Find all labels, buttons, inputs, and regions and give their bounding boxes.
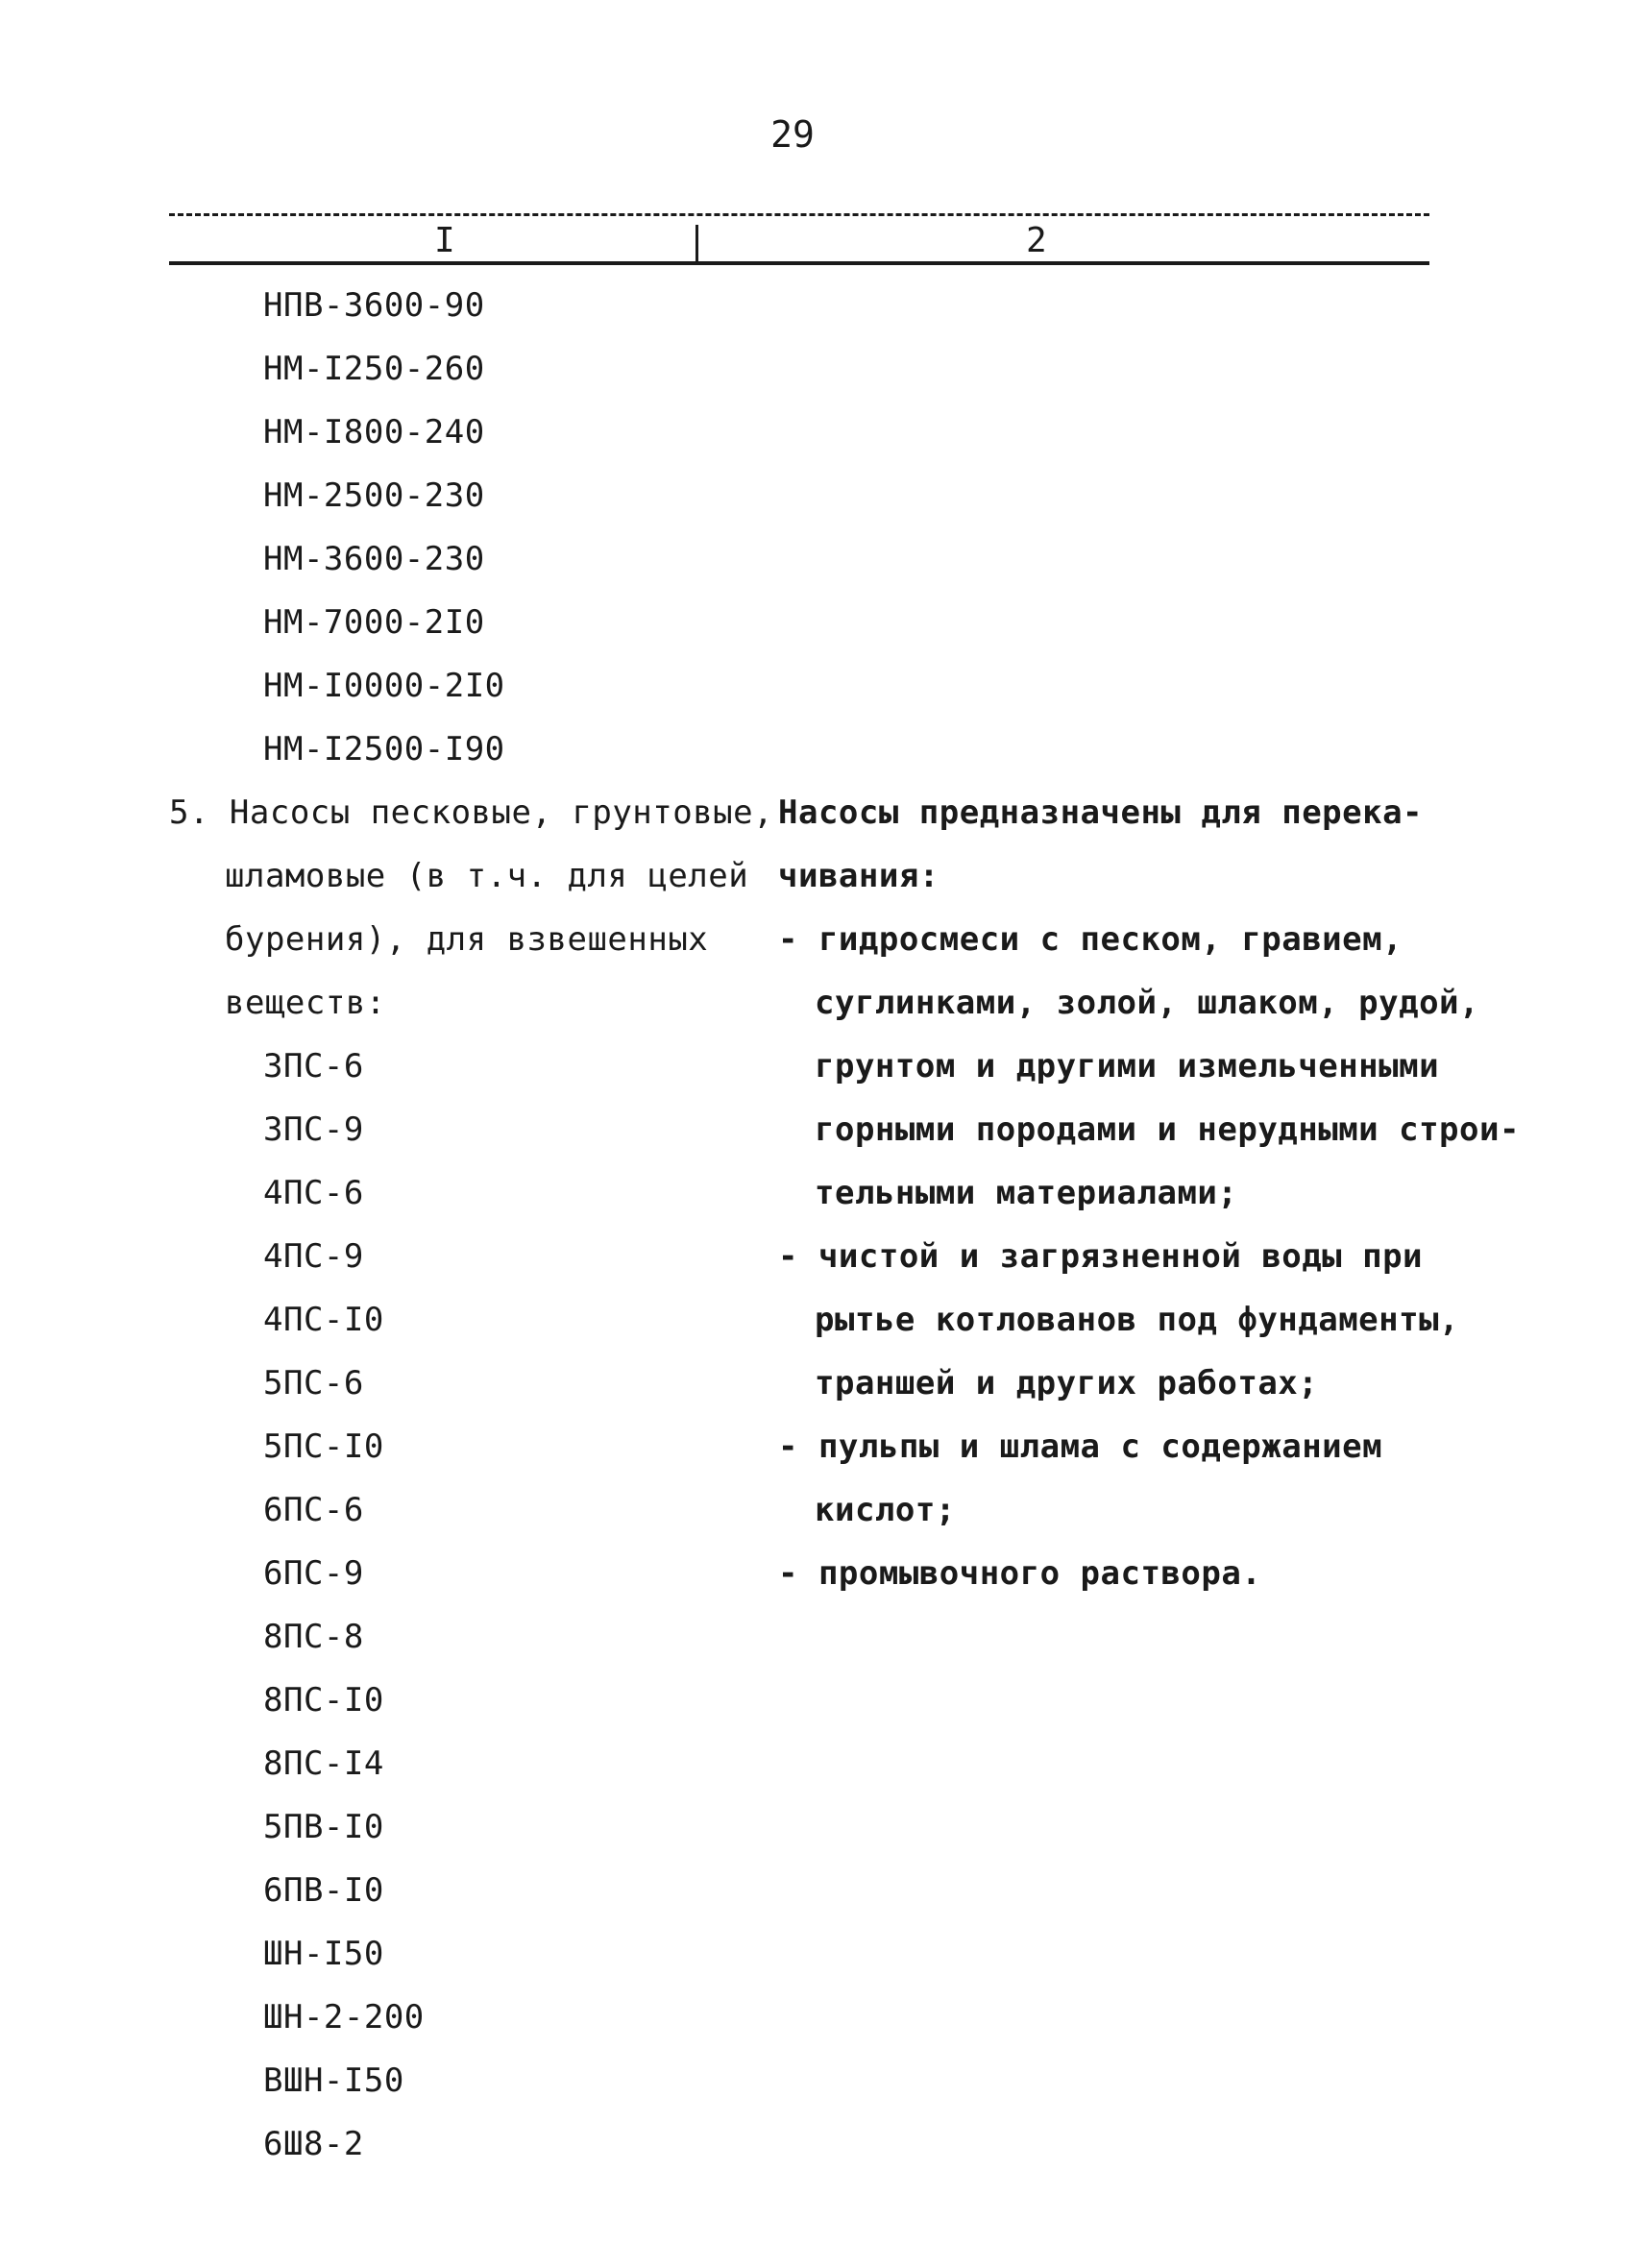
model-line: НПВ-3600-90 bbox=[263, 286, 485, 325]
description-line: Насосы предназначены для перека- bbox=[778, 793, 1424, 832]
pump-model: 5ПВ-I0 bbox=[263, 1808, 384, 1846]
pump-model: ШН-2-200 bbox=[263, 1998, 425, 2036]
description-line: - промывочного раствора. bbox=[778, 1554, 1262, 1593]
description-line: - чистой и загрязненной воды при bbox=[778, 1237, 1424, 1276]
model-line: НМ-I250-260 bbox=[263, 350, 485, 388]
page-number: 29 bbox=[770, 113, 815, 156]
model-line: НМ-I0000-2I0 bbox=[263, 667, 505, 705]
pump-model: 8ПС-8 bbox=[263, 1618, 364, 1656]
pump-model: 4ПС-6 bbox=[263, 1174, 364, 1212]
pump-model: 4ПС-9 bbox=[263, 1237, 364, 1276]
description-line: - пульпы и шлама с содержанием bbox=[778, 1427, 1383, 1466]
pump-model: 3ПС-9 bbox=[263, 1110, 364, 1149]
pump-model: 5ПС-6 bbox=[263, 1364, 364, 1402]
column-header-1: I bbox=[434, 221, 455, 260]
table-top-rule bbox=[169, 213, 1429, 216]
column-header-2: 2 bbox=[1026, 221, 1047, 260]
pump-model: 6Ш8-2 bbox=[263, 2125, 364, 2163]
table-header-rule bbox=[169, 261, 1429, 265]
description-line: рытье котлованов под фундаменты, bbox=[815, 1301, 1460, 1339]
pump-model: 6ПС-6 bbox=[263, 1491, 364, 1529]
description-line: горными породами и нерудными строи- bbox=[815, 1110, 1520, 1149]
item-5-title-line: шламовые (в т.ч. для целей bbox=[225, 857, 749, 895]
item-5-title-line: бурения), для взвешенных bbox=[225, 920, 709, 959]
model-line: НМ-3600-230 bbox=[263, 540, 485, 578]
model-line: НМ-I2500-I90 bbox=[263, 730, 505, 768]
pump-model: 4ПС-I0 bbox=[263, 1301, 384, 1339]
description-line: суглинками, золой, шлаком, рудой, bbox=[815, 984, 1480, 1022]
pump-model: 6ПВ-I0 bbox=[263, 1871, 384, 1910]
pump-model: ШН-I50 bbox=[263, 1935, 384, 1973]
description-line: чивания: bbox=[778, 857, 940, 895]
pump-model: 3ПС-6 bbox=[263, 1047, 364, 1085]
pump-model: 5ПС-I0 bbox=[263, 1427, 384, 1466]
item-5-title-line: 5. Насосы песковые, грунтовые, bbox=[169, 793, 774, 832]
description-line: траншей и других работах; bbox=[815, 1364, 1319, 1402]
description-line: тельными материалами; bbox=[815, 1174, 1238, 1212]
column-separator bbox=[695, 225, 698, 261]
model-line: НМ-I800-240 bbox=[263, 413, 485, 451]
model-line: НМ-2500-230 bbox=[263, 476, 485, 515]
item-5-title-line: веществ: bbox=[225, 984, 386, 1022]
description-line: грунтом и другими измельченными bbox=[815, 1047, 1440, 1085]
description-line: кислот; bbox=[815, 1491, 956, 1529]
description-line: - гидросмеси с песком, гравием, bbox=[778, 920, 1403, 959]
pump-model: 6ПС-9 bbox=[263, 1554, 364, 1593]
pump-model: 8ПС-I0 bbox=[263, 1681, 384, 1719]
model-line: НМ-7000-2I0 bbox=[263, 603, 485, 642]
pump-model: ВШН-I50 bbox=[263, 2061, 404, 2100]
pump-model: 8ПС-I4 bbox=[263, 1744, 384, 1783]
